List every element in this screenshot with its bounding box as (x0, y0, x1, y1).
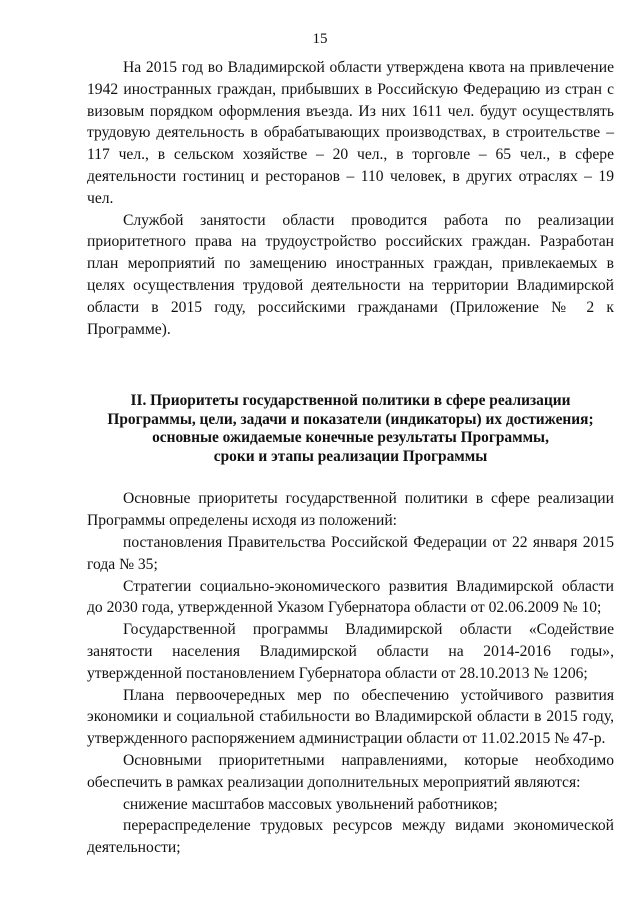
section-heading-line: II. Приоритеты государственной политики в сфере реализации (130, 392, 571, 410)
page-body (87, 57, 614, 859)
paragraph-quota: На 2015 год во Владимирской области утверждена квота на привлечение 1942 иностранных граждан, прибывших в Российскую Федерацию из стран с визовым порядком оформления въезда. Из них 1611 чел. будут осуществлять трудовую деятельность в обрабатывающих производствах, в строительстве – 117 чел., в сельском хозяйстве – 20 чел., в торговле – 65 чел., в сфере деятельности гостиниц и ресторанов – 110 человек, в других отраслях – 19 чел. (87, 59, 614, 207)
section-heading (87, 392, 614, 466)
paragraph-state-program: Государственной программы Владимирской области «Содействие занятости населения Владимирской области на 2014-2016 годы», утвержденной постановлением Губернатора области от 28.10.2013 № 1206; (87, 621, 614, 682)
section-heading-line: Программы, цели, задачи и показатели (индикаторы) их достижения; (107, 410, 594, 428)
paragraph-strategy: Стратегии социально-экономического развития Владимирской области до 2030 года, утвержденной Указом Губернатора области от 02.06.2009 № 10; (87, 577, 614, 617)
section-heading-line: основные ожидаемые конечные результаты Программы, (152, 429, 549, 447)
page-number: 15 (312, 31, 328, 47)
paragraph-employment-service: Службой занятости области проводится работа по реализации приоритетного права на трудоустройство российских граждан. Разработан план мероприятий по замещению иностранных граждан, привлекаемых в целях осуществления трудовой деятельности на территории Владимирской области в 2015 году, российскими гражданами (Приложение № 2 к Программе). (87, 211, 614, 338)
paragraph-redistribute-labor: перераспределение трудовых ресурсов между видами экономической деятельности; (87, 817, 614, 857)
paragraph-priorities: Основные приоритеты государственной политики в сфере реализации Программы определены исходя из положений: (87, 490, 614, 530)
paragraph-priority-measures-plan: Плана первоочередных мер по обеспечению устойчивого развития экономики и социальной стабильности во Владимирской области в 2015 году, утвержденного распоряжением администрации области от 11.02.2015 № 47-р. (87, 686, 614, 748)
section-heading-line: сроки и этапы реализации Программы (213, 447, 488, 465)
paragraph-government-resolution: постановления Правительства Российской Федерации от 22 января 2015 года № 35; (87, 533, 614, 573)
paragraph-main-directions: Основными приоритетными направлениями, которые необходимо обеспечить в рамках реализации дополнительных мероприятий являются: (87, 751, 614, 791)
paragraph-reduce-layoffs: снижение масштабов массовых увольнений работников; (123, 795, 498, 813)
